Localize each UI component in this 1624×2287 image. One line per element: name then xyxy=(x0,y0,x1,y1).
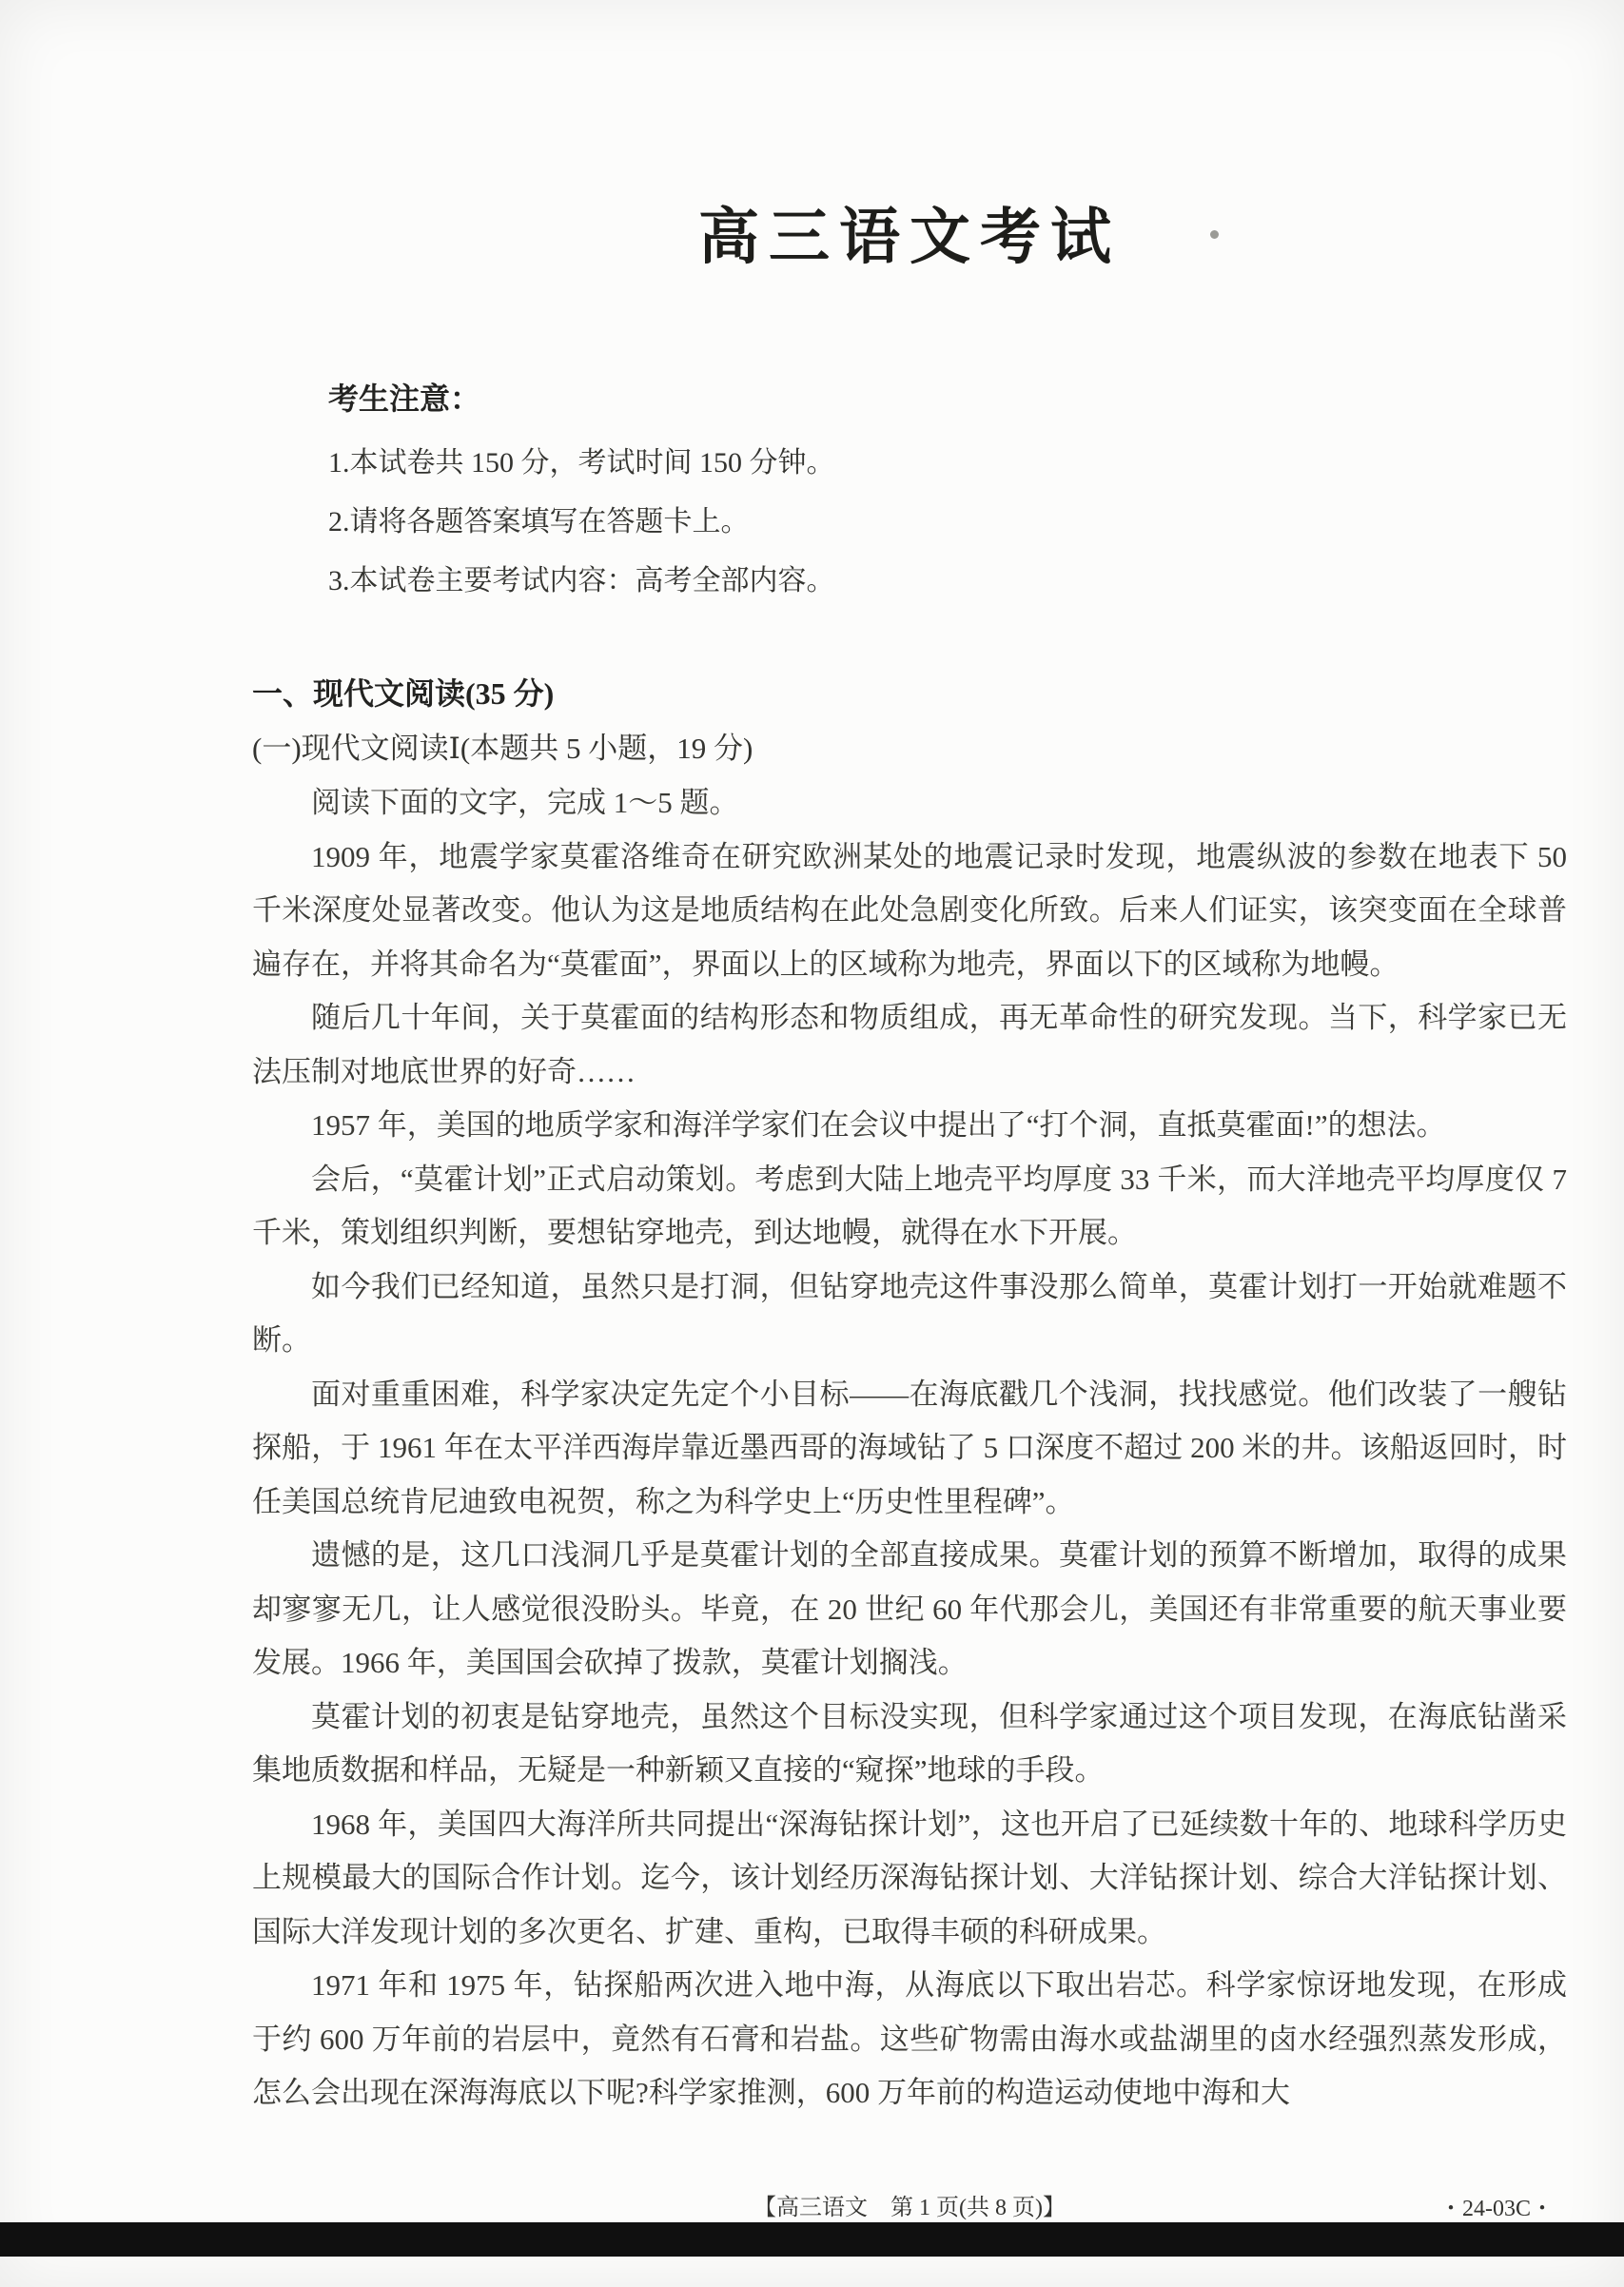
passage-paragraph: 随后几十年间，关于莫霍面的结构形态和物质组成，再无革命性的研究发现。当下，科学家已无法压制对地底世界的好奇…… xyxy=(252,1001,1567,1088)
passage-paragraph: 1968 年，美国四大海洋所共同提出“深海钻探计划”，这也开启了已延续数十年的、地球科学历史上规模最大的国际合作计划。迄今，该计划经历深海钻探计划、大洋钻探计划、综合大洋钻探计划、国际大洋发现计划的多次更名、扩建、重构，已取得丰硕的科研成果。 xyxy=(252,1807,1567,1948)
notice-item: 1.本试卷共 150 分，考试时间 150 分钟。 xyxy=(328,447,835,479)
passage-paragraph: 如今我们已经知道，虽然只是打洞，但钻穿地壳这件事没那么简单，莫霍计划打一开始就难题不断。 xyxy=(252,1269,1567,1357)
subsection-heading: (一)现代文阅读Ⅰ(本题共 5 小题，19 分) xyxy=(252,732,753,765)
page-content xyxy=(252,0,1567,2121)
passage-paragraph: 遗憾的是，这几口浅洞几乎是莫霍计划的全部直接成果。莫霍计划的预算不断增加，取得的成果却寥寥无几，让人感觉很没盼头。毕竟，在 20 世纪 60 年代那会儿，美国还有非常重要的航天事业要发展。1966 年，美国国会砍掉了拨款，莫霍计划搁浅。 xyxy=(252,1538,1567,1679)
page-number-indicator: 【高三语文 第 1 页(共 8 页)】 xyxy=(753,2196,1066,2220)
passage-paragraph: 1971 年和 1975 年，钻探船两次进入地中海，从海底以下取出岩芯。科学家惊讶地发现，在形成于约 600 万年前的岩层中，竟然有石膏和岩盐。这些矿物需由海水或盐湖里的卤水经强烈蒸发形成，怎么会出现在深海海底以下呢?科学家推测，600 万年前的构造运动使地中海和大 xyxy=(252,1968,1567,2109)
page-footer xyxy=(252,2188,1567,2221)
passage-paragraph: 1957 年，美国的地质学家和海洋学家们在会议中提出了“打个洞，直抵莫霍面!”的想法。 xyxy=(311,1108,1446,1142)
notice-item: 2.请将各题答案填写在答题卡上。 xyxy=(328,506,750,538)
notice-item: 3.本试卷主要考试内容：高考全部内容。 xyxy=(328,565,835,596)
reading-instruction: 阅读下面的文字，完成 1～5 题。 xyxy=(311,786,739,819)
notice-heading: 考生注意： xyxy=(328,381,481,416)
passage-paragraph: 1909 年，地震学家莫霍洛维奇在研究欧洲某处的地震记录时发现，地震纵波的参数在地表下 50 千米深度处显著改变。他认为这是地质结构在此处急剧变化所致。后来人们证实，该突变面在全球普遍存在，并将其命名为“莫霍面”，界面以上的区域称为地壳，界面以下的区域称为地幔。 xyxy=(252,839,1567,981)
passage-paragraph: 会后，“莫霍计划”正式启动策划。考虑到大陆上地壳平均厚度 33 千米，而大洋地壳平均厚度仅 7 千米，策划组织判断，要想钻穿地壳，到达地幔，就得在水下开展。 xyxy=(252,1162,1567,1249)
candidate-notice xyxy=(328,375,1567,611)
passage-paragraph: 莫霍计划的初衷是钻穿地壳，虽然这个目标没实现，但科学家通过这个项目发现，在海底钻凿采集地质数据和样品，无疑是一种新颖又直接的“窥探”地球的手段。 xyxy=(252,1699,1567,1787)
exam-title: 高三语文考试 xyxy=(698,204,1121,271)
reading-section xyxy=(252,666,1567,2121)
scan-edge-bar xyxy=(0,2222,1624,2257)
passage-paragraph: 面对重重困难，科学家决定先定个小目标——在海底戳几个浅洞，找找感觉。他们改装了一艘钻探船，于 1961 年在太平洋西海岸靠近墨西哥的海域钻了 5 口深度不超过 200 米的井。该船返回时，时任美国总统肯尼迪致电祝贺，称之为科学史上“历史性里程碑”。 xyxy=(252,1377,1567,1518)
paper-code: ・24-03C・ xyxy=(1439,2197,1554,2221)
section-heading: 一、现代文阅读(35 分) xyxy=(252,676,555,711)
